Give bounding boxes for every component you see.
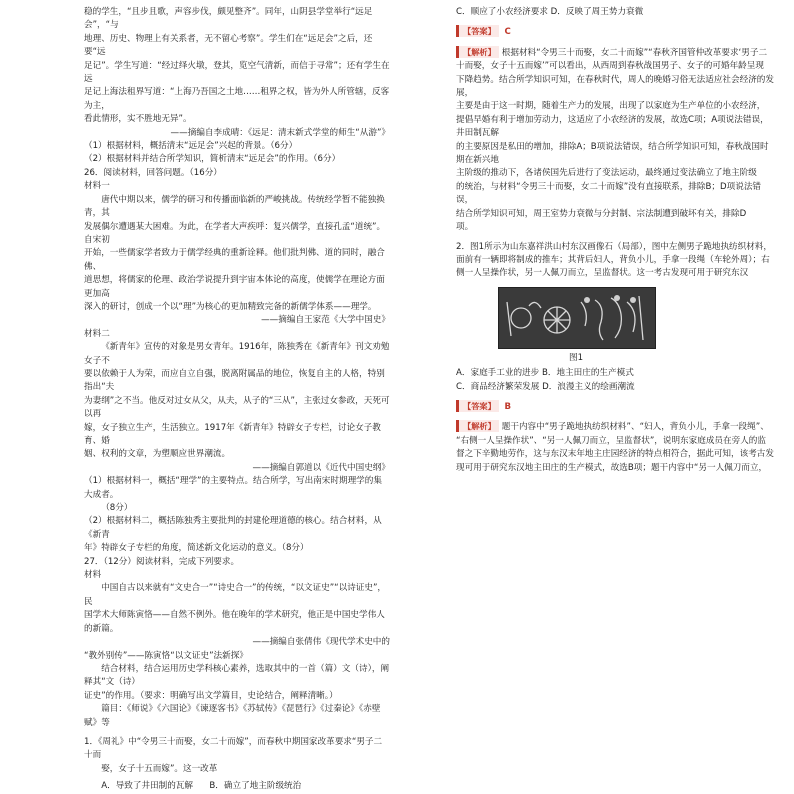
q2-option: A．家庭手工业的进步 B．地主田庄的生产模式 <box>456 368 634 379</box>
analysis-1-line: 十而娶，女子十五而嫁’”可以看出，从西周到春秋战国男子、女子的可婚年龄呈现 <box>456 61 764 72</box>
text-line: 唐代中期以来，儒学的研习和传播面临新的严峻挑战。传统经学暂不能独换青，其 <box>84 194 385 219</box>
q1-option-b: B．确立了地主阶级统治 <box>209 781 302 792</box>
analysis-2-line: 督之下辛勤地劳作，这与东汉末年地主庄园经济的特点相符合，据此可知，该考古发 <box>456 449 774 460</box>
q1-option-a: A．导致了井田制的瓦解 <box>101 781 194 792</box>
text-line: ——摘编自王家范《大学中国史》 <box>261 315 390 326</box>
relief-image-icon <box>499 288 655 348</box>
text-line: 道思想，将儒家的伦理、政治学说提升到宇宙本体论的高度，使儒学在理论方面更加高 <box>84 275 385 299</box>
text-line: （8分） <box>101 503 133 514</box>
analysis-1-line: 主要是由于这一时期，随着生产力的发展，出现了以家庭为生产单位的小农经济， <box>456 101 766 112</box>
q2-option: C．商品经济繁荣发展 D．浪漫主义的绘画潮流 <box>456 381 635 392</box>
text-line: （1）根据材料一，概括“理学”的主要特点。结合所学，写出南宋时期理学的集大成者。 <box>84 476 382 500</box>
text-line: 看此情形，实不胜地无异”。 <box>84 114 192 125</box>
text-line: 要以依赖于人为荣，而应自立自强，脱离附属品的地位，恢复自主的人格，特别指出“夫 <box>84 368 385 393</box>
answer-2 <box>456 400 774 414</box>
text-line: 材料 <box>84 570 102 581</box>
text-line: 《新青年》宣传的对象是男女青年。1916年，陈独秀在《新青年》刊文劝勉女子不 <box>84 342 390 366</box>
relief-image <box>498 287 656 349</box>
q1-stem: 娶，女子十五而嫁”。这一改革 <box>101 763 218 774</box>
text-line: 材料一 <box>84 181 110 192</box>
analysis-1-line: 下降趋势。结合所学知识可知，在春秋时代，周人的晚婚习俗无法适应社会经济的发展， <box>456 74 774 99</box>
text-line: 篇目：《师说》《六国论》《谏逐客书》《苏轼传》《琵琶行》《过秦论》《赤壁赋》等 <box>84 704 381 728</box>
answer-2-value: B <box>504 401 512 412</box>
text-line: 足记”。学生写道：“经过绎火墩，登其，览空气清新，而信于寻常”；还有学生在远 <box>84 60 390 85</box>
answer-1 <box>456 25 774 39</box>
figure-caption: 图1 <box>568 352 584 363</box>
q2-line: 面前有一辆即将制成的推车；其背后妇人，背负小儿，手拿一段绳（车轮外周）；右 <box>456 254 770 265</box>
text-line: 26．阅读材料，回答问题。（16分） <box>84 167 222 178</box>
text-line: 材料二 <box>84 328 110 339</box>
right-column <box>456 6 774 475</box>
text-line: 国学术大师陈寅恪——自然不例外。他在晚年的学术研究，他正是中国史学伟人的新篇。 <box>84 610 385 634</box>
analysis-1-line: 的统治，与材料“令男三十而娶，女二十而嫁”没有直接联系，排除B；D项说法错误， <box>456 181 762 206</box>
analysis-1-line: 提倡早婚有利于增加劳动力，这适应了小农经济的发展，故选C项；A项说法错误，井田制瓦解 <box>456 114 769 139</box>
text-line: 开始，一些儒家学者致力于儒学经典的重新诠释。他们批判佛、道的同时，融合佛、 <box>84 248 385 272</box>
analysis-tag: 【解析】 <box>456 420 499 432</box>
analysis-1-line: 根据材料“令男三十而娶，女二十而嫁”“春秋齐国管仲改革要求‘男子二 <box>501 47 768 58</box>
text-line: 27．（12分）阅读材料，完成下列要求。 <box>84 556 240 567</box>
text-line: 结合材料，结合运用历史学科核心素养，选取其中的一首（篇）文（诗），阐释其“文（诗） <box>84 663 390 688</box>
text-line: 嫁，女子独立生产，生活独立。1917年《新青年》特辟女子专栏，讨论女子教育、婚 <box>84 422 381 446</box>
text-line: 中国自古以来就有“文史合一”“诗史合一”的传统，“以文证史”“以诗证史”，民 <box>84 583 387 607</box>
left-column <box>84 6 390 794</box>
answer-tag: 【答案】 <box>456 400 499 412</box>
text-line: 足记上海法租界写道：“上海乃吾国之土地……租界之权，皆为外人所管辖，反客为主， <box>84 87 390 111</box>
analysis-1-line: 主阶级的推动下，各诸侯国先后进行了变法运动，最终通过变法确立了地主阶级 <box>456 168 757 179</box>
answer-1-value: C <box>504 27 511 38</box>
text-line: （1）根据材料，概括清末“远足会”兴起的背景。（6分） <box>84 141 298 152</box>
text-line: 姻、权利的文章，为塑顺应世界潮流。 <box>84 449 231 460</box>
analysis-2 <box>456 420 774 475</box>
analysis-1-line: 项。 <box>456 222 474 233</box>
text-line: 为妻纲”之不当。他反对过女从父，从夫，从子的“三从”，主张过女参政，天死可以再 <box>84 395 390 420</box>
q1-stem: 1．《周礼》中“令男三十而娶，女二十而嫁”，而春秋中期国家改革要求“男子二十而 <box>84 736 383 761</box>
text-line: 年》特辟女子专栏的角度，简述新文化运动的意义。（8分） <box>84 543 309 554</box>
q2-line: 2．图1所示为山东嘉祥洪山村东汉画像石（局部），图中左侧男子跪地执纺织材料， <box>456 241 773 252</box>
q1-options-cd: C．顺应了小农经济要求 D．反映了周王势力衰微 <box>456 7 644 17</box>
text-line: ——摘编自张倩伟《现代学术史中的 <box>252 637 390 648</box>
text-line: 证史”的作用。（要求：明确写出文学篇目，史论结合，阐释清晰。） <box>84 690 338 701</box>
q2-line: 侧一人呈操作状，另一人佩刀而立，呈监督状。这一考古发现可用于研究东汉 <box>456 268 749 279</box>
question-2 <box>456 241 774 281</box>
analysis-2-line: 现可用于研究东汉地主田庄的生产模式，故选B项；题干内容中“另一人佩刀而立， <box>456 462 768 473</box>
question-1 <box>84 736 390 794</box>
text-line: ——摘编自郭道以《近代中国史纲》 <box>252 462 390 473</box>
answer-tag: 【答案】 <box>456 25 499 37</box>
analysis-1 <box>456 46 774 235</box>
text-line: 发展偶尔遭遇某大困难。为此，在学者大声疾呼：复兴儒学，直接孔孟“道统”。自宋初 <box>84 221 386 245</box>
analysis-tag: 【解析】 <box>456 46 499 58</box>
text-line: 地理、历史、物理上有关系者，无不留心考察”。学生们在“远足会”之后，还要“远 <box>84 33 373 58</box>
text-line: “教外别传”——陈寅恪“以文证史”法新探》 <box>84 650 248 661</box>
analysis-1-line: 的主要原因是私田的增加，排除A；B项说法错误，结合所学知识可知，春秋战国时期在新兴地 <box>456 141 769 166</box>
q2-options <box>456 367 774 394</box>
analysis-2-line: “右侧一人呈操作状”、“另一人佩刀而立，呈监督状”，说明东家庭成员在旁人的监 <box>456 435 766 446</box>
text-line: 深入的研讨，创成一个以“理”为核心的更加精致完备的新儒学体系——理学。 <box>84 301 377 312</box>
text-line: 稳的学生，“且步且歌，声容步伐，颇见整齐”。同年，山阴县学堂举行“远足会”，“与 <box>84 7 373 31</box>
analysis-2-line: 题干内容中“男子跪地执纺织材料”、“妇人，背负小儿，手拿一段绳”、 <box>501 422 769 433</box>
text-line: （2）根据材料二，概括陈独秀主要批判的封建伦理道德的核心。结合材料，从《新青 <box>84 516 382 540</box>
analysis-1-line: 结合所学知识可知，周王室势力衰微与分封制、宗法制遭到破坏有关，排除D <box>456 208 747 219</box>
text-line: ——摘编自李成晴：《远足：清末新式学堂的师生“从游”》 <box>170 127 390 138</box>
text-line: （2）根据材料并结合所学知识，简析清末“远足会”的作用。（6分） <box>84 154 341 165</box>
